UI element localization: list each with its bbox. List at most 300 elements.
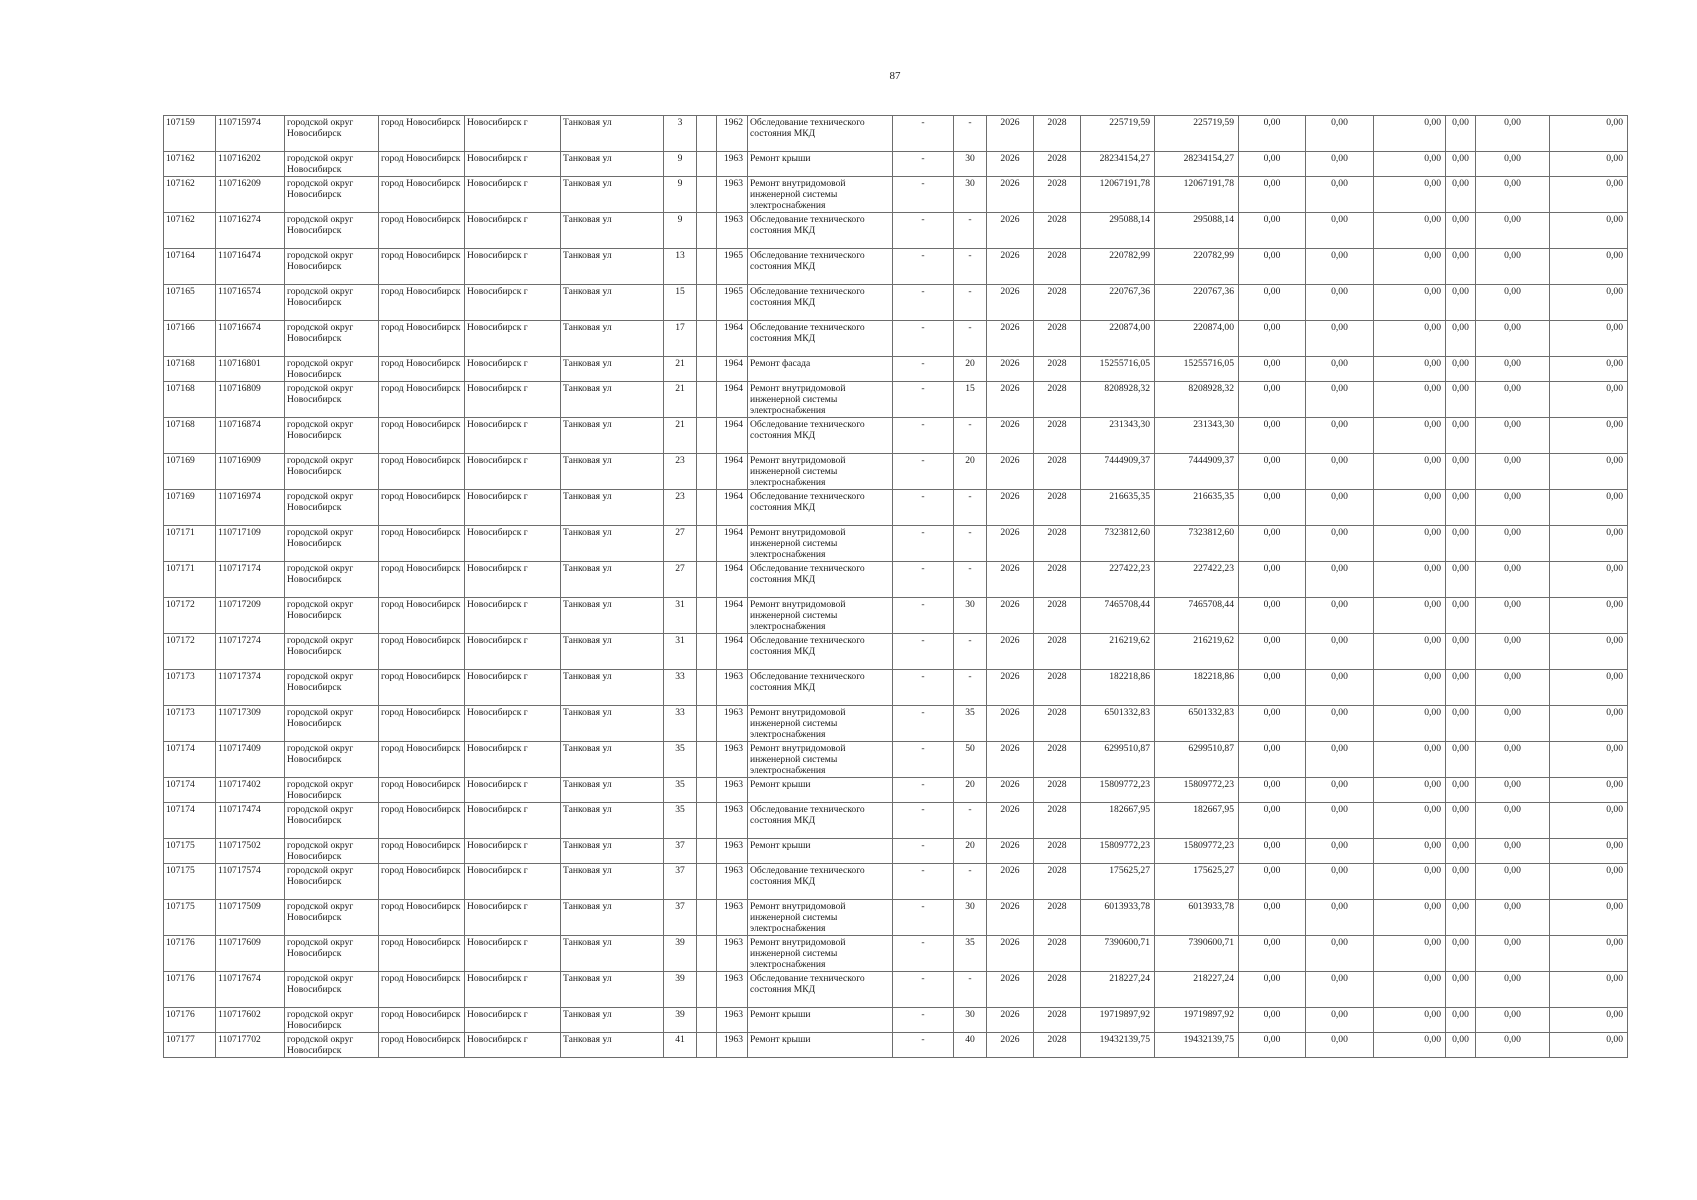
cell-street: Танковая ул [561, 357, 664, 382]
cell-house-number: 17 [664, 321, 697, 357]
cell-year-end: 2028 [1034, 177, 1081, 213]
cell-fund-6: 0,00 [1550, 1033, 1628, 1058]
cell-city: Новосибирск г [465, 213, 561, 249]
cell-unit: - [893, 670, 954, 706]
cell-district: городской округ Новосибирск [285, 598, 379, 634]
cell-fund-5: 0,00 [1476, 670, 1550, 706]
cell-fund-6: 0,00 [1550, 357, 1628, 382]
cell-wear: - [954, 864, 987, 900]
cell-fund-2: 0,00 [1306, 1033, 1374, 1058]
cell-street: Танковая ул [561, 418, 664, 454]
cell-unit: - [893, 1033, 954, 1058]
cell-year-start: 2026 [987, 526, 1034, 562]
page-number: 87 [889, 70, 901, 82]
cell-cost: 6299510,87 [1081, 742, 1155, 778]
cell-building [697, 778, 717, 803]
cell-fund-1: 0,00 [1239, 634, 1306, 670]
cell-fund-4: 0,00 [1446, 864, 1476, 900]
cell-city: Новосибирск г [465, 249, 561, 285]
cell-work-code: 110716801 [216, 357, 285, 382]
cell-district: городской округ Новосибирск [285, 454, 379, 490]
cell-total: 182218,86 [1155, 670, 1239, 706]
cell-house-number: 39 [664, 972, 697, 1008]
capital-repair-table [163, 115, 1628, 1058]
cell-fund-1: 0,00 [1239, 285, 1306, 321]
cell-fund-1: 0,00 [1239, 706, 1306, 742]
cell-house-number: 9 [664, 213, 697, 249]
cell-wear: 50 [954, 742, 987, 778]
cell-fund-4: 0,00 [1446, 778, 1476, 803]
cell-house-id: 107162 [164, 213, 216, 249]
cell-build-year: 1963 [717, 706, 748, 742]
cell-work-type: Ремонт внутридомовой инженерной системы электроснабжения [748, 706, 893, 742]
cell-fund-4: 0,00 [1446, 177, 1476, 213]
table-row [164, 562, 1628, 598]
cell-fund-2: 0,00 [1306, 152, 1374, 177]
cell-work-type: Ремонт внутридомовой инженерной системы электроснабжения [748, 900, 893, 936]
cell-fund-3: 0,00 [1374, 382, 1446, 418]
cell-fund-3: 0,00 [1374, 598, 1446, 634]
table-body [164, 116, 1628, 1058]
cell-building [697, 706, 717, 742]
cell-city: Новосибирск г [465, 706, 561, 742]
cell-wear: 40 [954, 1033, 987, 1058]
cell-build-year: 1963 [717, 1033, 748, 1058]
cell-building [697, 900, 717, 936]
cell-house-id: 107174 [164, 803, 216, 839]
cell-year-start: 2026 [987, 1008, 1034, 1033]
cell-build-year: 1964 [717, 382, 748, 418]
cell-unit: - [893, 936, 954, 972]
cell-work-type: Ремонт внутридомовой инженерной системы электроснабжения [748, 598, 893, 634]
cell-fund-4: 0,00 [1446, 900, 1476, 936]
cell-total: 295088,14 [1155, 213, 1239, 249]
cell-district: городской округ Новосибирск [285, 285, 379, 321]
cell-street: Танковая ул [561, 285, 664, 321]
cell-cost: 15809772,23 [1081, 839, 1155, 864]
cell-wear: - [954, 526, 987, 562]
cell-district: городской округ Новосибирск [285, 803, 379, 839]
cell-fund-4: 0,00 [1446, 839, 1476, 864]
cell-fund-2: 0,00 [1306, 634, 1374, 670]
cell-work-code: 110716474 [216, 249, 285, 285]
cell-settlement: город Новосибирск [379, 972, 465, 1008]
cell-district: городской округ Новосибирск [285, 490, 379, 526]
cell-building [697, 839, 717, 864]
cell-build-year: 1964 [717, 598, 748, 634]
cell-fund-5: 0,00 [1476, 321, 1550, 357]
cell-work-code: 110717602 [216, 1008, 285, 1033]
cell-year-start: 2026 [987, 803, 1034, 839]
cell-fund-1: 0,00 [1239, 177, 1306, 213]
cell-fund-5: 0,00 [1476, 526, 1550, 562]
cell-year-start: 2026 [987, 490, 1034, 526]
cell-fund-4: 0,00 [1446, 742, 1476, 778]
cell-street: Танковая ул [561, 900, 664, 936]
cell-fund-4: 0,00 [1446, 382, 1476, 418]
cell-build-year: 1965 [717, 285, 748, 321]
cell-fund-2: 0,00 [1306, 839, 1374, 864]
cell-house-number: 23 [664, 490, 697, 526]
cell-house-number: 37 [664, 900, 697, 936]
cell-cost: 182667,95 [1081, 803, 1155, 839]
cell-cost: 182218,86 [1081, 670, 1155, 706]
cell-fund-3: 0,00 [1374, 778, 1446, 803]
cell-street: Танковая ул [561, 1033, 664, 1058]
cell-district: городской округ Новосибирск [285, 418, 379, 454]
cell-city: Новосибирск г [465, 972, 561, 1008]
cell-build-year: 1963 [717, 803, 748, 839]
cell-house-number: 13 [664, 249, 697, 285]
cell-wear: 20 [954, 839, 987, 864]
cell-work-code: 110717474 [216, 803, 285, 839]
cell-total: 7465708,44 [1155, 598, 1239, 634]
cell-work-code: 110717409 [216, 742, 285, 778]
cell-street: Танковая ул [561, 1008, 664, 1033]
cell-building [697, 1008, 717, 1033]
cell-settlement: город Новосибирск [379, 1008, 465, 1033]
cell-city: Новосибирск г [465, 1033, 561, 1058]
cell-house-number: 39 [664, 1008, 697, 1033]
cell-house-number: 37 [664, 864, 697, 900]
cell-unit: - [893, 526, 954, 562]
cell-district: городской округ Новосибирск [285, 864, 379, 900]
cell-fund-2: 0,00 [1306, 1008, 1374, 1033]
cell-wear: - [954, 285, 987, 321]
cell-unit: - [893, 839, 954, 864]
cell-fund-4: 0,00 [1446, 152, 1476, 177]
cell-fund-1: 0,00 [1239, 936, 1306, 972]
cell-work-code: 110717209 [216, 598, 285, 634]
cell-wear: - [954, 803, 987, 839]
cell-house-number: 31 [664, 598, 697, 634]
cell-fund-6: 0,00 [1550, 285, 1628, 321]
cell-settlement: город Новосибирск [379, 839, 465, 864]
cell-city: Новосибирск г [465, 803, 561, 839]
cell-fund-3: 0,00 [1374, 972, 1446, 1008]
cell-wear: 35 [954, 936, 987, 972]
cell-house-id: 107168 [164, 382, 216, 418]
cell-fund-5: 0,00 [1476, 418, 1550, 454]
cell-wear: 30 [954, 598, 987, 634]
cell-year-end: 2028 [1034, 936, 1081, 972]
cell-city: Новосибирск г [465, 357, 561, 382]
cell-total: 182667,95 [1155, 803, 1239, 839]
table-row [164, 598, 1628, 634]
cell-unit: - [893, 152, 954, 177]
cell-year-start: 2026 [987, 357, 1034, 382]
cell-year-start: 2026 [987, 454, 1034, 490]
cell-fund-1: 0,00 [1239, 526, 1306, 562]
cell-fund-3: 0,00 [1374, 249, 1446, 285]
cell-fund-2: 0,00 [1306, 778, 1374, 803]
cell-fund-3: 0,00 [1374, 562, 1446, 598]
cell-settlement: город Новосибирск [379, 742, 465, 778]
cell-unit: - [893, 418, 954, 454]
cell-wear: - [954, 670, 987, 706]
table-row [164, 1033, 1628, 1058]
cell-unit: - [893, 177, 954, 213]
cell-work-type: Обследование технического состояния МКД [748, 562, 893, 598]
cell-building [697, 864, 717, 900]
cell-work-type: Ремонт крыши [748, 778, 893, 803]
cell-cost: 6013933,78 [1081, 900, 1155, 936]
cell-settlement: город Новосибирск [379, 285, 465, 321]
cell-total: 175625,27 [1155, 864, 1239, 900]
cell-work-code: 110717702 [216, 1033, 285, 1058]
cell-settlement: город Новосибирск [379, 803, 465, 839]
cell-work-type: Ремонт внутридомовой инженерной системы электроснабжения [748, 177, 893, 213]
cell-fund-1: 0,00 [1239, 213, 1306, 249]
cell-fund-1: 0,00 [1239, 1008, 1306, 1033]
cell-settlement: город Новосибирск [379, 1033, 465, 1058]
cell-fund-2: 0,00 [1306, 382, 1374, 418]
cell-unit: - [893, 382, 954, 418]
cell-fund-5: 0,00 [1476, 864, 1550, 900]
cell-year-end: 2028 [1034, 839, 1081, 864]
cell-district: городской округ Новосибирск [285, 1033, 379, 1058]
cell-build-year: 1964 [717, 321, 748, 357]
cell-fund-1: 0,00 [1239, 670, 1306, 706]
cell-house-number: 23 [664, 454, 697, 490]
cell-fund-2: 0,00 [1306, 418, 1374, 454]
cell-fund-5: 0,00 [1476, 634, 1550, 670]
cell-year-end: 2028 [1034, 598, 1081, 634]
cell-district: городской округ Новосибирск [285, 670, 379, 706]
cell-work-code: 110716874 [216, 418, 285, 454]
cell-fund-6: 0,00 [1550, 526, 1628, 562]
cell-street: Танковая ул [561, 177, 664, 213]
cell-fund-4: 0,00 [1446, 357, 1476, 382]
cell-city: Новосибирск г [465, 116, 561, 152]
cell-house-number: 35 [664, 742, 697, 778]
cell-fund-5: 0,00 [1476, 357, 1550, 382]
cell-work-code: 110716574 [216, 285, 285, 321]
cell-building [697, 936, 717, 972]
cell-street: Танковая ул [561, 116, 664, 152]
cell-house-id: 107177 [164, 1033, 216, 1058]
cell-total: 220782,99 [1155, 249, 1239, 285]
cell-year-start: 2026 [987, 706, 1034, 742]
cell-total: 227422,23 [1155, 562, 1239, 598]
cell-house-number: 33 [664, 706, 697, 742]
cell-street: Танковая ул [561, 706, 664, 742]
cell-house-number: 15 [664, 285, 697, 321]
cell-house-number: 37 [664, 839, 697, 864]
cell-building [697, 357, 717, 382]
cell-cost: 175625,27 [1081, 864, 1155, 900]
cell-city: Новосибирск г [465, 864, 561, 900]
cell-fund-4: 0,00 [1446, 1033, 1476, 1058]
cell-cost: 231343,30 [1081, 418, 1155, 454]
cell-total: 218227,24 [1155, 972, 1239, 1008]
cell-fund-1: 0,00 [1239, 778, 1306, 803]
cell-cost: 7444909,37 [1081, 454, 1155, 490]
cell-unit: - [893, 321, 954, 357]
cell-total: 15255716,05 [1155, 357, 1239, 382]
cell-settlement: город Новосибирск [379, 670, 465, 706]
cell-cost: 7390600,71 [1081, 936, 1155, 972]
cell-house-id: 107169 [164, 490, 216, 526]
cell-build-year: 1963 [717, 864, 748, 900]
cell-year-end: 2028 [1034, 285, 1081, 321]
cell-build-year: 1963 [717, 152, 748, 177]
cell-fund-4: 0,00 [1446, 562, 1476, 598]
cell-year-end: 2028 [1034, 1008, 1081, 1033]
table-row [164, 864, 1628, 900]
cell-fund-1: 0,00 [1239, 742, 1306, 778]
cell-fund-4: 0,00 [1446, 1008, 1476, 1033]
cell-building [697, 152, 717, 177]
cell-settlement: город Новосибирск [379, 634, 465, 670]
table-row [164, 742, 1628, 778]
cell-fund-1: 0,00 [1239, 1033, 1306, 1058]
table-row [164, 706, 1628, 742]
cell-cost: 216635,35 [1081, 490, 1155, 526]
cell-total: 220874,00 [1155, 321, 1239, 357]
cell-fund-6: 0,00 [1550, 1008, 1628, 1033]
cell-settlement: город Новосибирск [379, 357, 465, 382]
cell-settlement: город Новосибирск [379, 490, 465, 526]
cell-street: Танковая ул [561, 382, 664, 418]
cell-street: Танковая ул [561, 562, 664, 598]
cell-build-year: 1964 [717, 562, 748, 598]
cell-city: Новосибирск г [465, 634, 561, 670]
cell-year-start: 2026 [987, 1033, 1034, 1058]
cell-unit: - [893, 249, 954, 285]
table-row [164, 839, 1628, 864]
cell-building [697, 213, 717, 249]
cell-fund-6: 0,00 [1550, 936, 1628, 972]
cell-building [697, 972, 717, 1008]
cell-year-start: 2026 [987, 742, 1034, 778]
cell-house-id: 107172 [164, 598, 216, 634]
cell-street: Танковая ул [561, 864, 664, 900]
cell-street: Танковая ул [561, 152, 664, 177]
cell-street: Танковая ул [561, 321, 664, 357]
cell-fund-4: 0,00 [1446, 803, 1476, 839]
cell-house-number: 39 [664, 936, 697, 972]
cell-fund-3: 0,00 [1374, 803, 1446, 839]
cell-year-start: 2026 [987, 864, 1034, 900]
cell-district: городской округ Новосибирск [285, 526, 379, 562]
cell-district: городской округ Новосибирск [285, 177, 379, 213]
cell-build-year: 1964 [717, 490, 748, 526]
cell-district: городской округ Новосибирск [285, 357, 379, 382]
cell-fund-6: 0,00 [1550, 177, 1628, 213]
cell-year-start: 2026 [987, 418, 1034, 454]
cell-cost: 216219,62 [1081, 634, 1155, 670]
cell-fund-6: 0,00 [1550, 864, 1628, 900]
cell-house-id: 107171 [164, 562, 216, 598]
cell-year-end: 2028 [1034, 864, 1081, 900]
cell-fund-1: 0,00 [1239, 454, 1306, 490]
cell-wear: 30 [954, 152, 987, 177]
table-row [164, 972, 1628, 1008]
cell-wear: 15 [954, 382, 987, 418]
cell-build-year: 1964 [717, 357, 748, 382]
cell-year-start: 2026 [987, 152, 1034, 177]
cell-year-start: 2026 [987, 972, 1034, 1008]
cell-fund-2: 0,00 [1306, 936, 1374, 972]
cell-house-number: 27 [664, 526, 697, 562]
cell-build-year: 1964 [717, 526, 748, 562]
cell-total: 19719897,92 [1155, 1008, 1239, 1033]
cell-city: Новосибирск г [465, 285, 561, 321]
cell-year-end: 2028 [1034, 706, 1081, 742]
cell-district: городской округ Новосибирск [285, 382, 379, 418]
cell-city: Новосибирск г [465, 778, 561, 803]
cell-build-year: 1964 [717, 634, 748, 670]
table-row [164, 936, 1628, 972]
cell-year-start: 2026 [987, 382, 1034, 418]
table-row [164, 454, 1628, 490]
cell-wear: 30 [954, 177, 987, 213]
cell-work-type: Ремонт внутридомовой инженерной системы электроснабжения [748, 936, 893, 972]
cell-work-type: Обследование технического состояния МКД [748, 321, 893, 357]
cell-unit: - [893, 490, 954, 526]
cell-year-start: 2026 [987, 249, 1034, 285]
cell-settlement: город Новосибирск [379, 778, 465, 803]
cell-house-id: 107173 [164, 706, 216, 742]
cell-fund-3: 0,00 [1374, 1008, 1446, 1033]
cell-fund-5: 0,00 [1476, 177, 1550, 213]
cell-settlement: город Новосибирск [379, 177, 465, 213]
cell-total: 231343,30 [1155, 418, 1239, 454]
cell-fund-3: 0,00 [1374, 526, 1446, 562]
cell-street: Танковая ул [561, 526, 664, 562]
cell-city: Новосибирск г [465, 742, 561, 778]
cell-house-id: 107176 [164, 1008, 216, 1033]
cell-unit: - [893, 454, 954, 490]
cell-work-type: Обследование технического состояния МКД [748, 249, 893, 285]
cell-house-id: 107165 [164, 285, 216, 321]
cell-fund-2: 0,00 [1306, 213, 1374, 249]
cell-work-code: 110717502 [216, 839, 285, 864]
cell-fund-1: 0,00 [1239, 598, 1306, 634]
cell-building [697, 116, 717, 152]
cell-fund-5: 0,00 [1476, 454, 1550, 490]
cell-work-type: Ремонт внутридомовой инженерной системы электроснабжения [748, 742, 893, 778]
cell-fund-2: 0,00 [1306, 562, 1374, 598]
cell-cost: 7323812,60 [1081, 526, 1155, 562]
cell-year-end: 2028 [1034, 382, 1081, 418]
cell-total: 15809772,23 [1155, 839, 1239, 864]
cell-fund-2: 0,00 [1306, 454, 1374, 490]
cell-house-number: 9 [664, 152, 697, 177]
cell-total: 7390600,71 [1155, 936, 1239, 972]
cell-district: городской округ Новосибирск [285, 706, 379, 742]
cell-wear: - [954, 418, 987, 454]
cell-district: городской округ Новосибирск [285, 152, 379, 177]
cell-city: Новосибирск г [465, 1008, 561, 1033]
cell-build-year: 1963 [717, 213, 748, 249]
cell-house-id: 107168 [164, 357, 216, 382]
cell-wear: 30 [954, 900, 987, 936]
cell-fund-5: 0,00 [1476, 936, 1550, 972]
cell-house-id: 107169 [164, 454, 216, 490]
cell-work-type: Ремонт крыши [748, 152, 893, 177]
cell-build-year: 1964 [717, 454, 748, 490]
table-row [164, 116, 1628, 152]
cell-building [697, 526, 717, 562]
cell-fund-2: 0,00 [1306, 357, 1374, 382]
cell-year-end: 2028 [1034, 418, 1081, 454]
cell-fund-3: 0,00 [1374, 357, 1446, 382]
cell-fund-3: 0,00 [1374, 213, 1446, 249]
cell-fund-4: 0,00 [1446, 706, 1476, 742]
cell-work-type: Ремонт внутридомовой инженерной системы электроснабжения [748, 454, 893, 490]
